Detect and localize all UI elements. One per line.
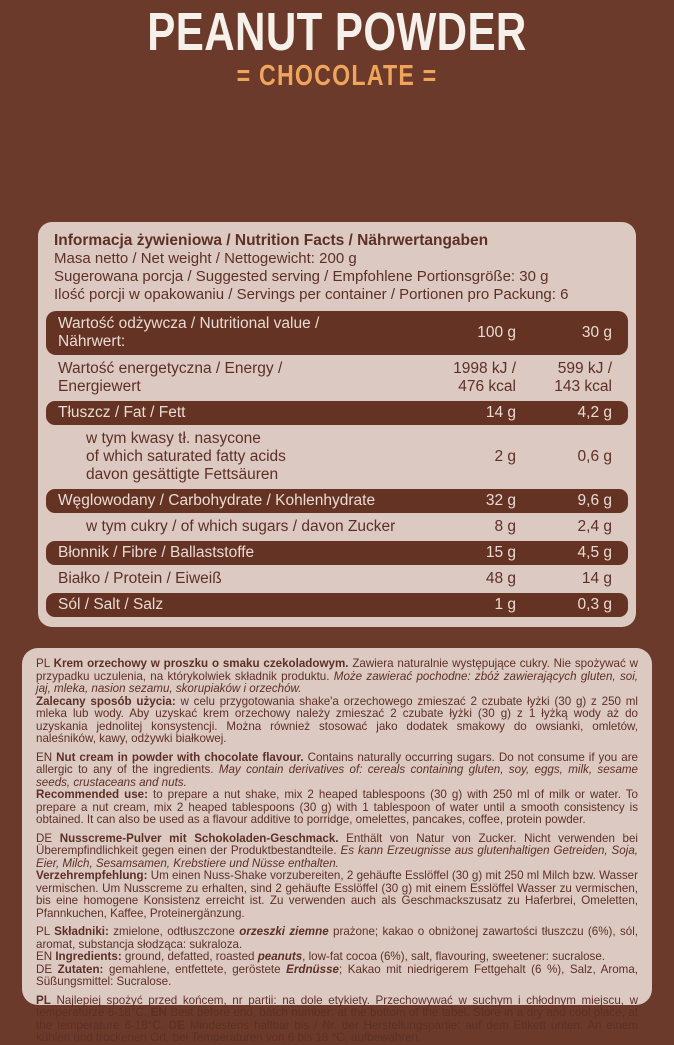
flavor-subtitle: = CHOCOLATE = [236,60,438,92]
text-block [36,833,638,921]
value-per-30g: 599 kJ / 143 kcal [554,360,612,395]
value-per-30g: 14 g [581,570,612,587]
text-segment: ; Kakao mit niedrigerem Fettgehalt (6 %), Salz, Aroma, Süßungsmittel: Sucralose. [36,962,638,988]
text-segment: prażone; kakao o obniżonej zawartości tłuszczu (6%), sól, aromat, substancja słodząca: sukraloza. [36,925,638,951]
nutrient-label: Białko / Protein / Eiweiß [58,570,222,587]
nutrition-panel [38,222,636,627]
value-per-100g: 14 g [485,404,516,421]
text-segment: peanuts [257,950,303,963]
nutrient-label: Węglowodany / Carbohydrate / Kohlenhydrate [58,492,376,509]
label-paragraph [36,658,638,696]
text-segment: Nut cream in powder with chocolate flavour. [56,750,304,764]
text-segment: DE [36,831,60,845]
text-segment: Enthält von Natur von Zucker. Nicht verwenden bei Überempfindlichkeit gegen einen der Produktbestandteile. [36,831,638,857]
text-segment: EN [36,950,56,963]
nutrient-label: w tym kwasy tł. nasycone of which saturated fatty acids davon gesättigte Fettsäuren [86,430,286,483]
value-per-100g: 1998 kJ / 476 kcal [453,360,516,395]
nutrition-table-row [46,593,628,617]
nutrition-table-row [46,401,628,425]
text-segment: DE [36,962,58,976]
nutrition-table-row [46,567,628,591]
text-segment: Zutaten: [57,962,104,976]
value-per-30g: 0,6 g [577,448,612,465]
nutrient-label: Wartość odżywcza / Nutritional value / Nährwert: [58,315,320,350]
label-paragraph [36,870,638,920]
value-per-100g: 15 g [485,544,516,561]
label-paragraph [36,833,638,871]
text-segment: w celu przygotowania shake'a orzechowego zmieszać 2 czubate łyżki (30 g) z 250 ml mleka lub wody. Aby uzyskać krem orzechowy należy zmieszać 2 czubate łyżki (30 g) z 1 łyżką wody aż do uzyskania jednolitej konsystencji. Można również stosować jako dodatek smakowy do owsianki, omletów, naleśników, kawy, odżywki białkowej. [36,694,638,745]
text-segment: Um einen Nuss-Shake vorzubereiten, 2 gehäufte Esslöffel (30 g) mit 250 ml Milch bzw. Wasser vermischen. Um Nusscreme zu erhalten, sind 2 gehäufte Esslöffel (30 g) mit einem Esslöffel Wasser zu vermischen, bis eine homogene Konsistenz erreicht ist. Zu verwenden auch als Geschmackszusatz zu Haferbrei, Omeletten, Pfannkuchen, Kaffee, Proteinergänzung. [36,869,638,920]
nutrient-label: Tłuszcz / Fat / Fett [58,404,186,421]
label-paragraph [36,752,638,790]
nutrition-table-row [46,515,628,539]
value-per-100g: 1 g [494,596,516,613]
text-segment: EN [150,1006,167,1019]
nutrient-label: Błonnik / Fibre / Ballaststoffe [58,544,255,561]
text-segment: PL [36,925,55,938]
text-segment: PL [36,993,51,1007]
value-per-30g: 30 g [581,324,612,341]
value-per-30g: 9,6 g [577,492,612,509]
text-segment: zmielone, odtłuszczone [108,925,240,938]
nutrition-table-header-row [46,311,628,355]
text-segment: Recommended use: [36,788,148,801]
text-block [36,752,638,827]
text-segment: Nusscreme-Pulver mit Schokoladen-Geschmack. [59,831,339,845]
label-paragraph [36,926,638,951]
value-per-100g: 2 g [494,448,516,465]
text-segment: May contain derivatives of: cereals containing gluten, soy, eggs, milk, sesame seeds, crustaceans and nuts. [36,763,638,789]
value-per-100g: 8 g [494,518,516,535]
text-segment: DE [168,1018,185,1032]
text-segment: to prepare a nut shake, mix 2 heaped tablespoons (30 g) with 250 ml of milk or water. To prepare a nut cream, mix 2 heaped tablespoons (30 g) with 1 tablespoon of water until a smooth consistency is obtained. It can also be used as a flavour additive to porridge, omelettes, pancakes, coffee, protein powder. [36,788,639,826]
label-paragraph [36,964,638,989]
nutrient-label: w tym cukry / of which sugars / davon Zucker [86,518,396,535]
text-segment: Może zawierać pochodne: zbóż zawierających gluten, soi, jaj, mleka, nasion sezamu, skorupiaków i orzechów. [36,669,638,695]
text-segment: , low-fat cocoa (6%), salt, flavouring, sweetener: sucralose. [302,950,606,963]
text-segment: Zawiera naturalnie występujące cukry. Nie spożywać w przypadku uczulenia, na którykolwiek składnik produktu. [36,657,638,683]
nutrition-table-row [46,489,628,513]
product-title: PEANUT POWDER [147,2,527,62]
nutrition-table-row [46,541,628,565]
text-block [36,995,638,1045]
nutrition-table [46,311,628,617]
value-per-30g: 4,2 g [577,404,612,421]
text-segment: ground, defatted, roasted [121,950,258,963]
value-per-100g: 100 g [477,324,516,341]
label-paragraph [36,789,638,827]
text-segment: Zalecany sposób użycia: [36,694,176,708]
text-segment: Najlepiej spożyć przed końcem, nr partii: na dole etykiety. Przechowywać w suchym i chłodnym miejscu, w temperaturze 6-18°C. [36,993,638,1019]
nutrition-intro-line: Sugerowana porcja / Suggested serving / Empfohlene Portionsgröße: 30 g [54,268,549,285]
text-segment: Mindestens haltbar bis / Nr. der Herstellungspartie: auf dem Etikett unten. An einem kühlen und trockenen Ort, bei Temperaturen von 6 bis 18 °C, aufbewahren. [36,1018,638,1044]
text-block [36,658,638,746]
label-paragraph [36,696,638,746]
text-segment: EN [36,750,57,764]
value-per-100g: 32 g [485,492,516,509]
text-segment: Contains naturally occurring sugars. Do not consume if you are allergic to any of the ingredients. [36,750,638,776]
nutrient-label: Sól / Salt / Salz [58,596,164,613]
nutrition-table-row [46,357,628,399]
nutrition-intro-line: Ilość porcji w opakowaniu / Servings per container / Portionen pro Packung: 6 [54,286,569,303]
nutrition-intro-line: Informacja żywieniowa / Nutrition Facts / Nährwertangaben [54,232,489,249]
text-segment: Ingredients: [55,950,122,963]
nutrition-intro-line: Masa netto / Net weight / Nettogewicht: 200 g [54,250,357,267]
text-segment: Erdnüsse [286,962,339,976]
text-block [36,926,638,989]
text-segment: Es kann Erzeugnisse aus glutenhaltigen Getreiden, Soja, Eier, Milch, Sesamsamen, Krebstiere und Nüsse enthalten. [36,844,638,870]
text-segment: PL [36,657,54,670]
nutrition-intro [50,232,624,304]
text-segment: Verzehrempfehlung: [36,869,148,882]
text-segment: orzeszki ziemne [239,925,329,938]
value-per-30g: 4,5 g [577,544,612,561]
text-segment: Krem orzechowy w proszku o smaku czekoladowym. [53,657,349,670]
text-segment: Best before end, batch number: at the bottom of the label. Store in a dry and cool place, at the temperature 6-18°C. [36,1006,638,1032]
info-panel [22,648,652,1044]
text-segment: Składniki: [54,925,109,938]
nutrient-label: Wartość energetyczna / Energy / Energiewert [58,360,283,395]
value-per-30g: 2,4 g [577,518,612,535]
nutrition-table-row [46,427,628,487]
value-per-30g: 0,3 g [577,596,612,613]
label-paragraph [36,995,638,1045]
text-segment: gemahlene, entfettete, geröstete [103,962,287,976]
value-per-100g: 48 g [485,570,516,587]
